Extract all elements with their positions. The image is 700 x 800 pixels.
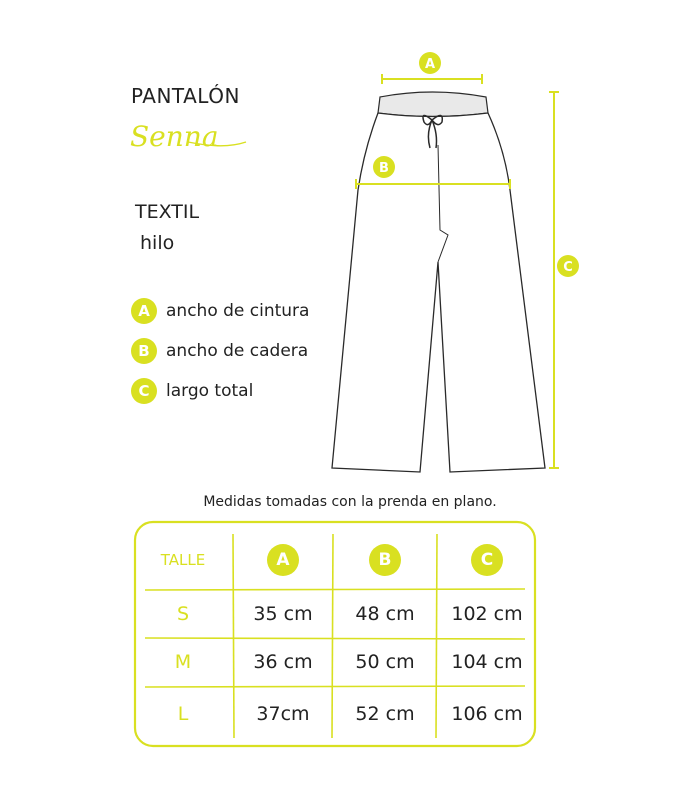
column-header-a-badge: A	[267, 544, 299, 576]
marker-a-label: A	[424, 57, 436, 72]
table-cell: 106 cm	[451, 703, 523, 725]
row-size-m: M	[174, 651, 192, 673]
legend-item-a	[131, 297, 309, 325]
row-size-s: S	[176, 603, 190, 625]
legend-item-b	[131, 337, 308, 365]
table-cell: 37cm	[256, 703, 310, 725]
brand-logo	[128, 112, 248, 162]
column-header-c-badge: C	[471, 544, 503, 576]
legend-label-a: ancho de cintura	[166, 301, 310, 321]
column-header-b-badge: B	[369, 544, 401, 576]
textile-label: TEXTIL	[135, 201, 200, 223]
marker-c-label: C	[563, 260, 573, 275]
table-cell: 36 cm	[253, 651, 313, 673]
marker-b-label: B	[379, 161, 389, 176]
legend-badge-a: A	[131, 298, 157, 324]
product-title: PANTALÓN	[131, 84, 240, 108]
column-header-a	[233, 538, 333, 582]
textile-value: hilo	[140, 232, 175, 254]
table-cell: 50 cm	[355, 651, 415, 673]
legend-label-c: largo total	[166, 381, 254, 401]
table-cell: 52 cm	[355, 703, 415, 725]
legend-badge-c: C	[131, 378, 157, 404]
waistband	[378, 92, 488, 117]
brand-script: Senna	[130, 120, 219, 153]
table-cell: 35 cm	[253, 603, 313, 625]
column-header-b	[333, 538, 437, 582]
table-cell: 102 cm	[451, 603, 523, 625]
size-column-header: TALLE	[160, 551, 206, 569]
legend-item-c	[131, 377, 253, 405]
table-cell: 48 cm	[355, 603, 415, 625]
legend-badge-b: B	[131, 338, 157, 364]
size-table	[133, 520, 537, 748]
column-header-c	[437, 538, 537, 582]
table-cell: 104 cm	[451, 651, 523, 673]
measurement-note: Medidas tomadas con la prenda en plano.	[203, 494, 497, 510]
pants-diagram	[320, 40, 580, 485]
row-size-l: L	[177, 703, 189, 725]
legend-label-b: ancho de cadera	[166, 341, 309, 361]
